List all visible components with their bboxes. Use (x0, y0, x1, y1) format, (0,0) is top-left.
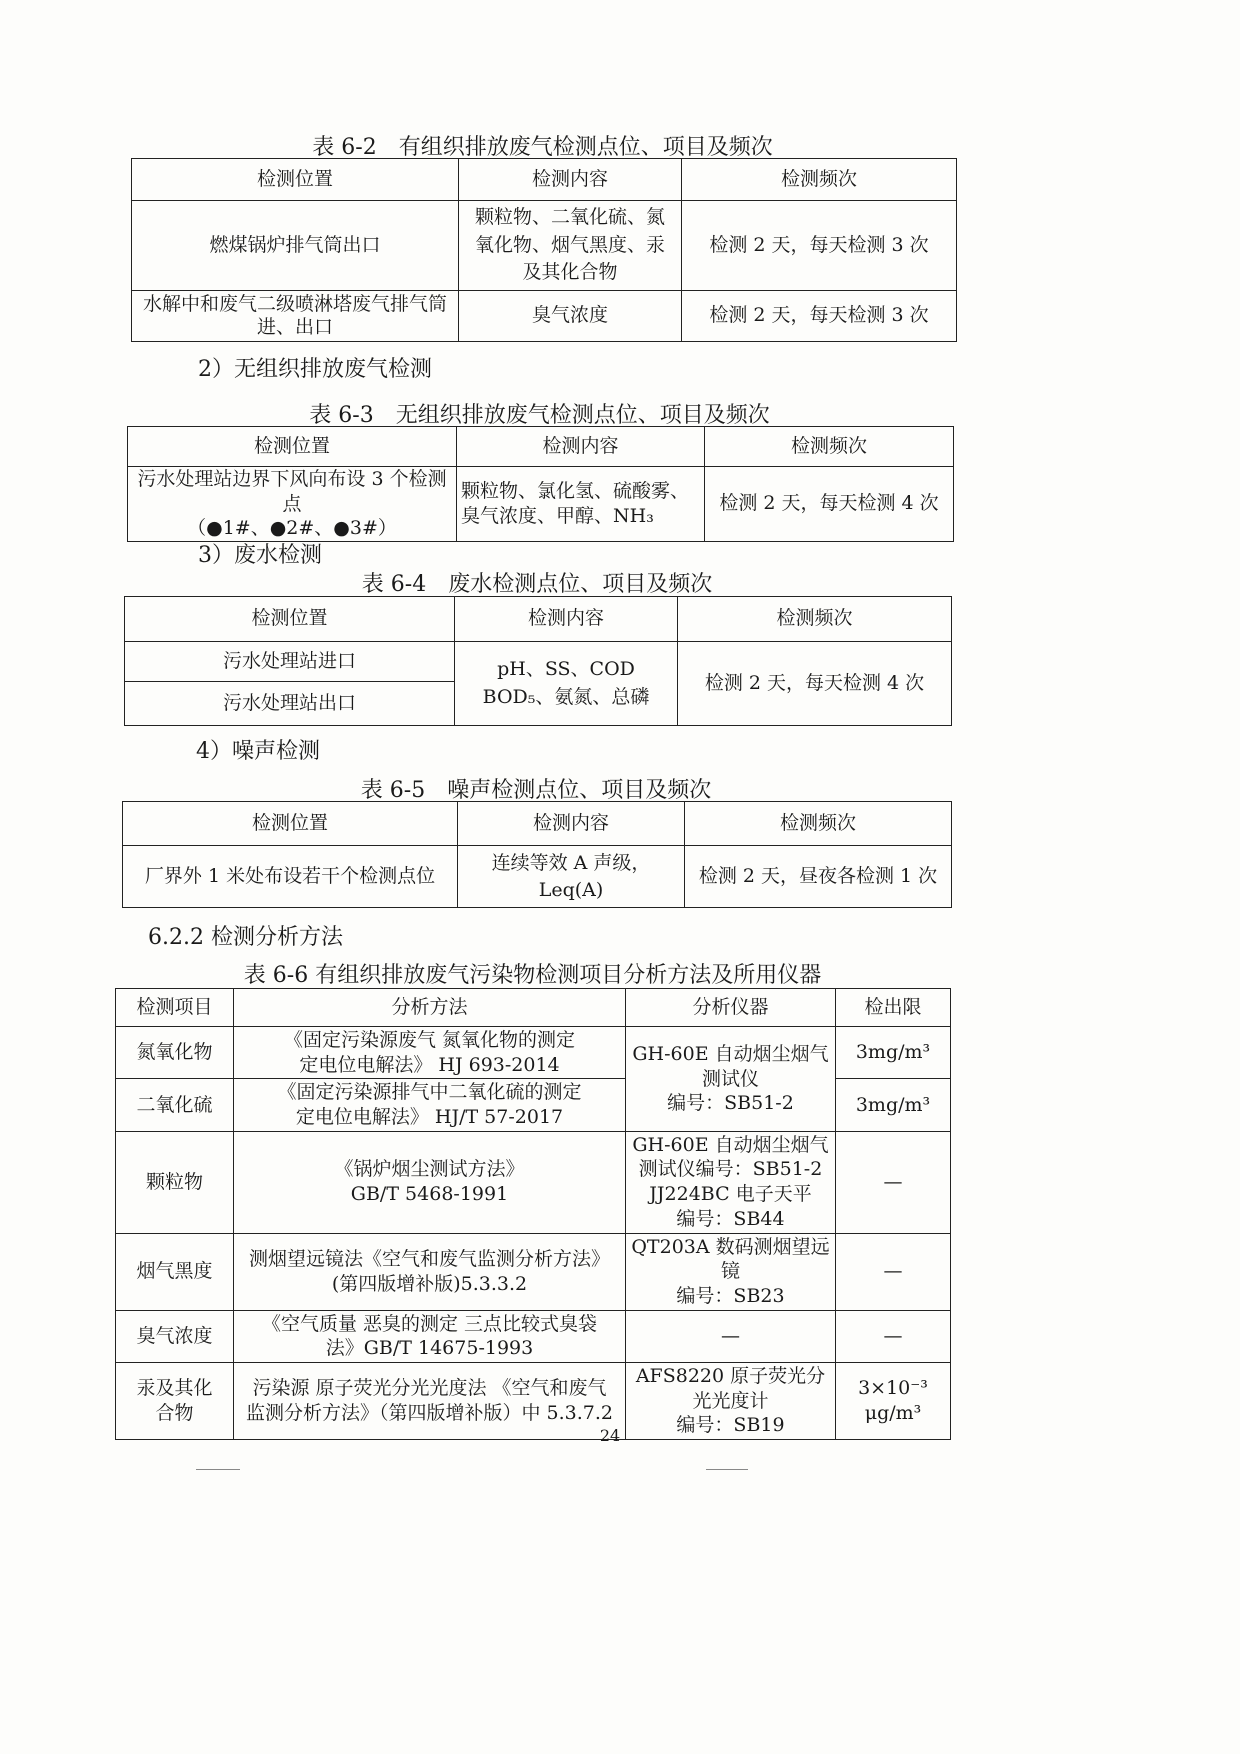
table-cell: 检测 2 天，每天检测 3 次 (682, 291, 957, 342)
table-cell: GH-60E 自动烟尘烟气 测试仪 编号：SB51-2 (626, 1027, 836, 1132)
table-header-limit: 检出限 (836, 989, 951, 1027)
table-cell: AFS8220 原子荧光分 光光度计 编号：SB19 (626, 1362, 836, 1439)
table-header-location: 检测位置 (132, 159, 459, 201)
section-heading: 4）噪声检测 (196, 739, 320, 764)
table-header-location: 检测位置 (128, 427, 457, 467)
table-cell: 《空气质量 恶臭的测定 三点比较式臭袋 法》GB/T 14675-1993 (234, 1310, 626, 1362)
table-cell: 燃煤锅炉排气筒出口 (132, 201, 459, 291)
table-cell: GH-60E 自动烟尘烟气 测试仪编号：SB51-2 JJ224BC 电子天平 编号：SB44 (626, 1131, 836, 1233)
table-cell: 连续等效 A 声级， Leq(A) (458, 846, 685, 908)
table-cell: 检测 2 天，每天检测 3 次 (682, 201, 957, 291)
table-cell: QT203A 数码测烟望远 镜 编号：SB23 (626, 1233, 836, 1310)
section-heading: 6.2.2 检测分析方法 (148, 925, 343, 950)
table-cell: 二氧化硫 (116, 1079, 234, 1131)
section-heading: 3）废水检测 (198, 543, 322, 568)
table-cell: 测烟望远镜法《空气和废气监测分析方法》 (第四版增补版)5.3.3.2 (234, 1233, 626, 1310)
table-cell: — (836, 1310, 951, 1362)
table-6-3 (127, 426, 954, 542)
table-6-5 (122, 801, 952, 908)
table-6-4-caption: 表 6-4 废水检测点位、项目及频次 (361, 572, 713, 597)
table-6-2 (131, 158, 957, 342)
section-heading: 2）无组织排放废气检测 (198, 357, 432, 382)
table-cell: 颗粒物、氯化氢、硫酸雾、 臭气浓度、甲醇、NH₃ (457, 467, 705, 542)
table-cell: 污水处理站出口 (125, 682, 455, 726)
scan-line (196, 1469, 240, 1470)
table-cell: 3×10⁻³ μg/m³ (836, 1362, 951, 1439)
table-header-location: 检测位置 (125, 597, 455, 642)
table-header-content: 检测内容 (459, 159, 682, 201)
table-cell: pH、SS、COD BOD₅、氨氮、总磷 (455, 642, 678, 726)
table-header-frequency: 检测频次 (685, 802, 952, 846)
table-header-content: 检测内容 (457, 427, 705, 467)
table-cell: 臭气浓度 (459, 291, 682, 342)
table-cell: 汞及其化 合物 (116, 1362, 234, 1439)
table-cell: 《锅炉烟尘测试方法》 GB/T 5468-1991 (234, 1131, 626, 1233)
page-number: 24 (599, 1426, 621, 1445)
table-cell: 颗粒物、二氧化硫、氮 氧化物、烟气黑度、汞 及其化合物 (459, 201, 682, 291)
table-header-content: 检测内容 (455, 597, 678, 642)
table-6-6-caption: 表 6-6 有组织排放废气污染物检测项目分析方法及所用仪器 (243, 963, 822, 988)
table-cell: 《固定污染源排气中二氧化硫的测定 定电位电解法》 HJ/T 57-2017 (234, 1079, 626, 1131)
table-cell: 检测 2 天，每天检测 4 次 (678, 642, 952, 726)
table-6-6 (115, 988, 951, 1440)
table-cell: 污水处理站边界下风向布设 3 个检测点 （●1#、●2#、●3#） (128, 467, 457, 542)
table-cell: 污水处理站进口 (125, 642, 455, 682)
table-header-item: 检测项目 (116, 989, 234, 1027)
table-header-instrument: 分析仪器 (626, 989, 836, 1027)
table-cell: — (836, 1131, 951, 1233)
table-header-frequency: 检测频次 (682, 159, 957, 201)
table-cell: 烟气黑度 (116, 1233, 234, 1310)
table-6-3-caption: 表 6-3 无组织排放废气检测点位、项目及频次 (309, 403, 770, 428)
table-cell: 臭气浓度 (116, 1310, 234, 1362)
table-header-method: 分析方法 (234, 989, 626, 1027)
scan-line (706, 1469, 748, 1470)
table-6-4 (124, 596, 952, 726)
table-cell: 污染源 原子荧光分光光度法 《空气和废气 监测分析方法》（第四版增补版）中 5.3.7.2 (234, 1362, 626, 1439)
table-cell: — (836, 1233, 951, 1310)
table-cell: — (626, 1310, 836, 1362)
table-header-content: 检测内容 (458, 802, 685, 846)
table-cell: 氮氧化物 (116, 1027, 234, 1079)
table-cell: 3mg/m³ (836, 1079, 951, 1131)
table-cell: 检测 2 天，每天检测 4 次 (705, 467, 954, 542)
table-cell: 《固定污染源废气 氮氧化物的测定 定电位电解法》 HJ 693-2014 (234, 1027, 626, 1079)
table-cell: 厂界外 1 米处布设若干个检测点位 (123, 846, 458, 908)
table-6-5-caption: 表 6-5 噪声检测点位、项目及频次 (360, 778, 712, 803)
table-cell: 水解中和废气二级喷淋塔废气排气筒 进、出口 (132, 291, 459, 342)
table-cell: 颗粒物 (116, 1131, 234, 1233)
table-header-frequency: 检测频次 (705, 427, 954, 467)
table-cell: 3mg/m³ (836, 1027, 951, 1079)
table-header-frequency: 检测频次 (678, 597, 952, 642)
table-header-location: 检测位置 (123, 802, 458, 846)
table-cell: 检测 2 天，昼夜各检测 1 次 (685, 846, 952, 908)
table-6-2-caption: 表 6-2 有组织排放废气检测点位、项目及频次 (312, 135, 773, 160)
